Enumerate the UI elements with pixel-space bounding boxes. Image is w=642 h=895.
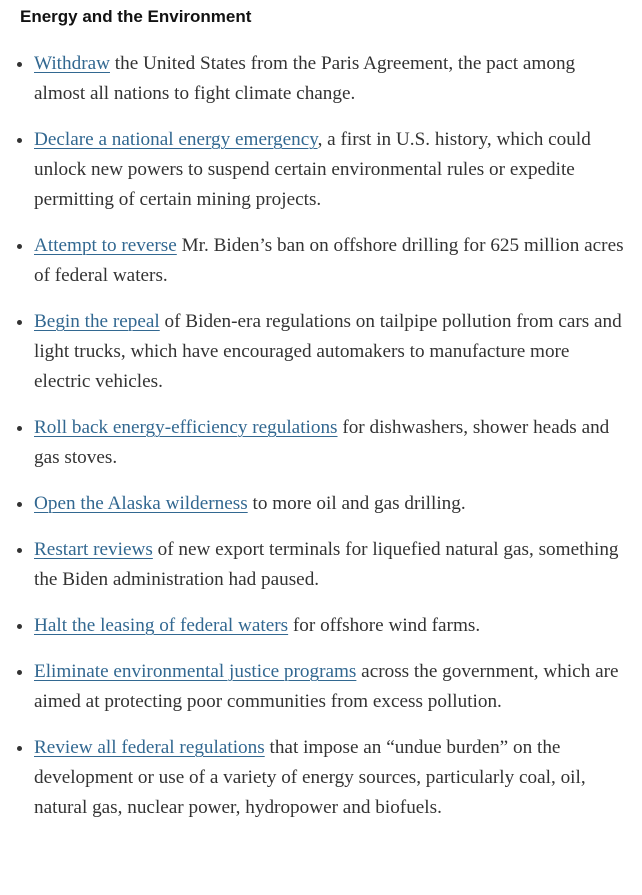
action-list: [0, 49, 625, 839]
list-item: [0, 307, 625, 397]
bullet-icon: [17, 502, 22, 507]
list-item: [0, 535, 625, 595]
bullet-icon: [17, 244, 22, 249]
item-link[interactable]: Declare a national energy emergency: [34, 129, 318, 150]
bullet-icon: [17, 624, 22, 629]
section-heading: Energy and the Environment: [20, 7, 252, 26]
list-item: [0, 657, 625, 717]
item-link[interactable]: Open the Alaska wilderness: [34, 493, 248, 514]
item-text: of new export terminals for liquefied natural gas, something the Biden administration had paused.: [34, 539, 619, 590]
bullet-icon: [17, 746, 22, 751]
list-item: [0, 611, 625, 641]
bullet-icon: [17, 548, 22, 553]
item-link[interactable]: Halt the leasing of federal waters: [34, 615, 289, 636]
item-link[interactable]: Eliminate environmental justice programs: [34, 661, 357, 682]
item-text: the United States from the Paris Agreement, the pact among almost all nations to fight climate change.: [34, 53, 576, 104]
item-text: of Biden-era regulations on tailpipe pollution from cars and light trucks, which have encouraged automakers to manufacture more electric vehicles.: [34, 311, 622, 392]
item-link[interactable]: Begin the repeal: [34, 311, 160, 332]
list-item: [0, 125, 625, 215]
item-text: for dishwashers, shower heads and gas stoves.: [34, 417, 610, 468]
list-item: [0, 231, 625, 291]
list-item: [0, 733, 625, 823]
list-item: [0, 489, 625, 519]
bullet-icon: [17, 138, 22, 143]
item-link[interactable]: Attempt to reverse: [34, 235, 177, 256]
item-link[interactable]: Restart reviews: [34, 539, 153, 560]
item-link[interactable]: Roll back energy-efficiency regulations: [34, 417, 338, 438]
item-text: across the government, which are aimed at protecting poor communities from excess pollution.: [34, 661, 619, 712]
item-text: for offshore wind farms.: [288, 615, 481, 636]
item-link[interactable]: Withdraw: [34, 53, 110, 74]
item-link[interactable]: Review all federal regulations: [34, 737, 265, 758]
item-text: that impose an “undue burden” on the development or use of a variety of energy sources, particularly coal, oil, natural gas, nuclear power, hydropower and biofuels.: [34, 737, 586, 818]
item-text: to more oil and gas drilling.: [247, 493, 466, 514]
bullet-icon: [17, 62, 22, 67]
bullet-icon: [17, 670, 22, 675]
list-item: [0, 413, 625, 473]
item-text: , a first in U.S. history, which could unlock new powers to suspend certain environmental rules or expedite permitting of certain mining projects.: [34, 129, 591, 210]
bullet-icon: [17, 426, 22, 431]
item-text: Mr. Biden’s ban on offshore drilling for 625 million acres of federal waters.: [34, 235, 624, 286]
bullet-icon: [17, 320, 22, 325]
list-item: [0, 49, 625, 109]
